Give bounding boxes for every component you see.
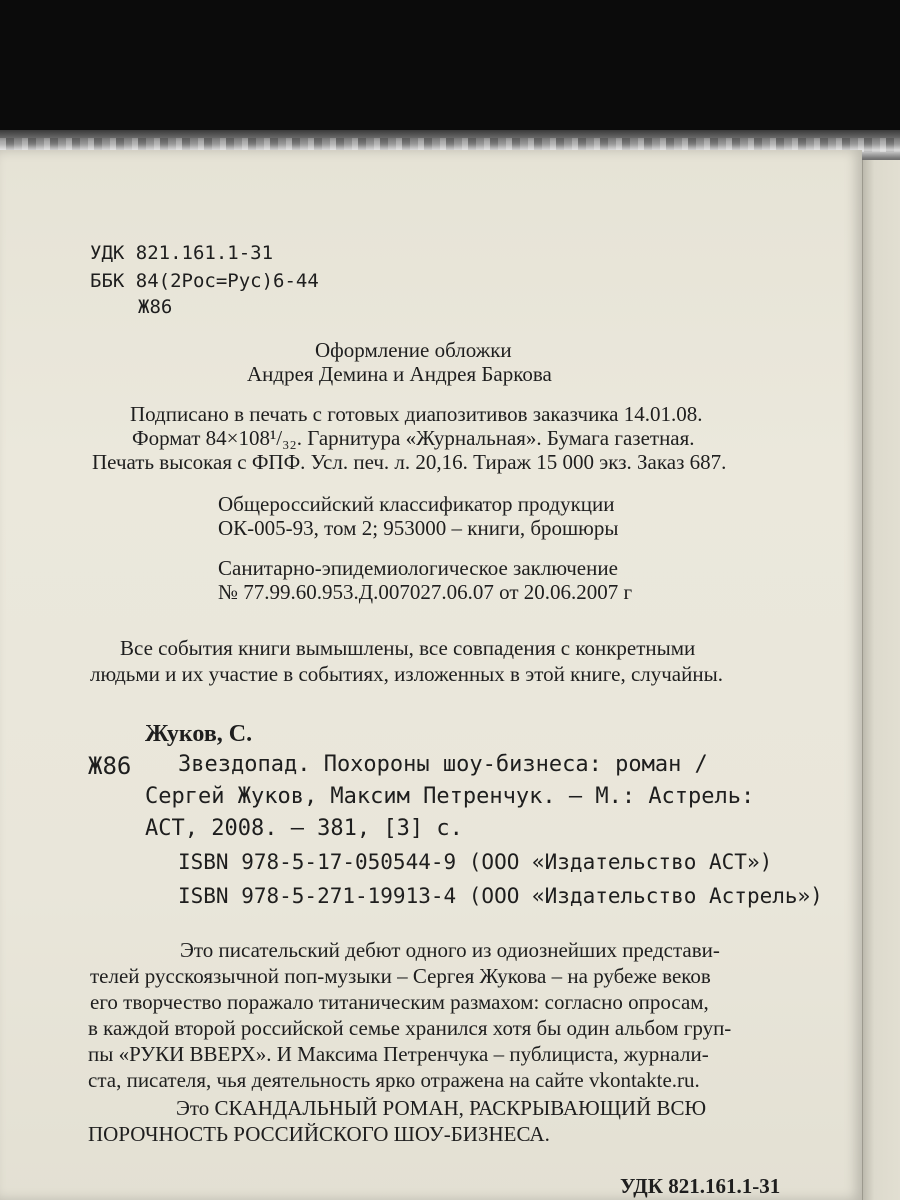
sanitary-line: Санитарно-эпидемиологическое заключение — [218, 556, 618, 580]
print-info-line: Печать высокая с ФПФ. Усл. печ. л. 20,16. Тираж 15 000 экз. Заказ 687. — [92, 450, 727, 474]
catalog-author: Жуков, С. — [145, 721, 253, 747]
catalog-title-line: Звездопад. Похороны шоу-бизнеса: роман / — [178, 752, 708, 777]
annotation-line: Это писательский дебют одного из одиознейших представи- — [180, 938, 720, 962]
sanitary-line: № 77.99.60.953.Д.007027.06.07 от 20.06.2007 г — [218, 580, 633, 604]
cover-design-names: Андрея Демина и Андрея Баркова — [247, 362, 552, 386]
annotation-line: пы «РУКИ ВВЕРХ». И Максима Петренчука – публициста, журнали- — [88, 1042, 709, 1066]
disclaimer-line: Все события книги вымышлены, все совпадения с конкретными — [120, 636, 696, 660]
annotation-line: телей русскоязычной поп-музыки – Сергея Жукова – на рубеже веков — [90, 964, 711, 988]
catalog-title-line: АСТ, 2008. — 381, [3] с. — [145, 816, 463, 841]
annotation-line: ста, писателя, чья деятельность ярко отражена на сайте vkontakte.ru. — [88, 1068, 700, 1092]
udk-code: УДК 821.161.1-31 — [90, 242, 274, 264]
classifier-line: Общероссийский классификатор продукции — [218, 492, 615, 516]
print-info-line: Формат 84×108¹/₃₂. Гарнитура «Журнальная». Бумага газетная. — [132, 426, 695, 450]
isbn-line: ISBN 978-5-17-050544-9 (ООО «Издательство АСТ») — [178, 850, 773, 874]
annotation-line: Это СКАНДАЛЬНЫЙ РОМАН, РАСКРЫВАЮЩИЙ ВСЮ — [176, 1096, 707, 1120]
book-page — [0, 150, 862, 1200]
classifier-line: ОК-005-93, том 2; 953000 – книги, брошюры — [218, 516, 619, 540]
isbn-line: ISBN 978-5-271-19913-4 (ООО «Издательство Астрель») — [178, 884, 823, 908]
annotation-line: его творчество поражало титаническим размахом: согласно опросам, — [90, 990, 709, 1014]
cover-design-heading: Оформление обложки — [315, 338, 512, 362]
annotation-line: в каждой второй российской семье хранился хотя бы один альбом груп- — [88, 1016, 732, 1040]
catalog-mark: Ж86 — [88, 752, 132, 780]
adjacent-page-edge — [862, 160, 900, 1200]
disclaimer-line: людьми и их участие в событиях, изложенных в этой книге, случайны. — [90, 662, 723, 686]
bbk-code: ББК 84(2Рос=Рус)6-44 — [90, 270, 319, 292]
print-info-line: Подписано в печать с готовых диапозитивов заказчика 14.01.08. — [130, 402, 703, 426]
catalog-title-line: Сергей Жуков, Максим Петренчук. — М.: Астрель: — [145, 784, 755, 809]
author-mark: Ж86 — [138, 296, 173, 318]
annotation-line: ПОРОЧНОСТЬ РОССИЙСКОГО ШОУ-БИЗНЕСА. — [88, 1122, 550, 1146]
footer-udk: УДК 821.161.1-31 — [620, 1174, 781, 1198]
